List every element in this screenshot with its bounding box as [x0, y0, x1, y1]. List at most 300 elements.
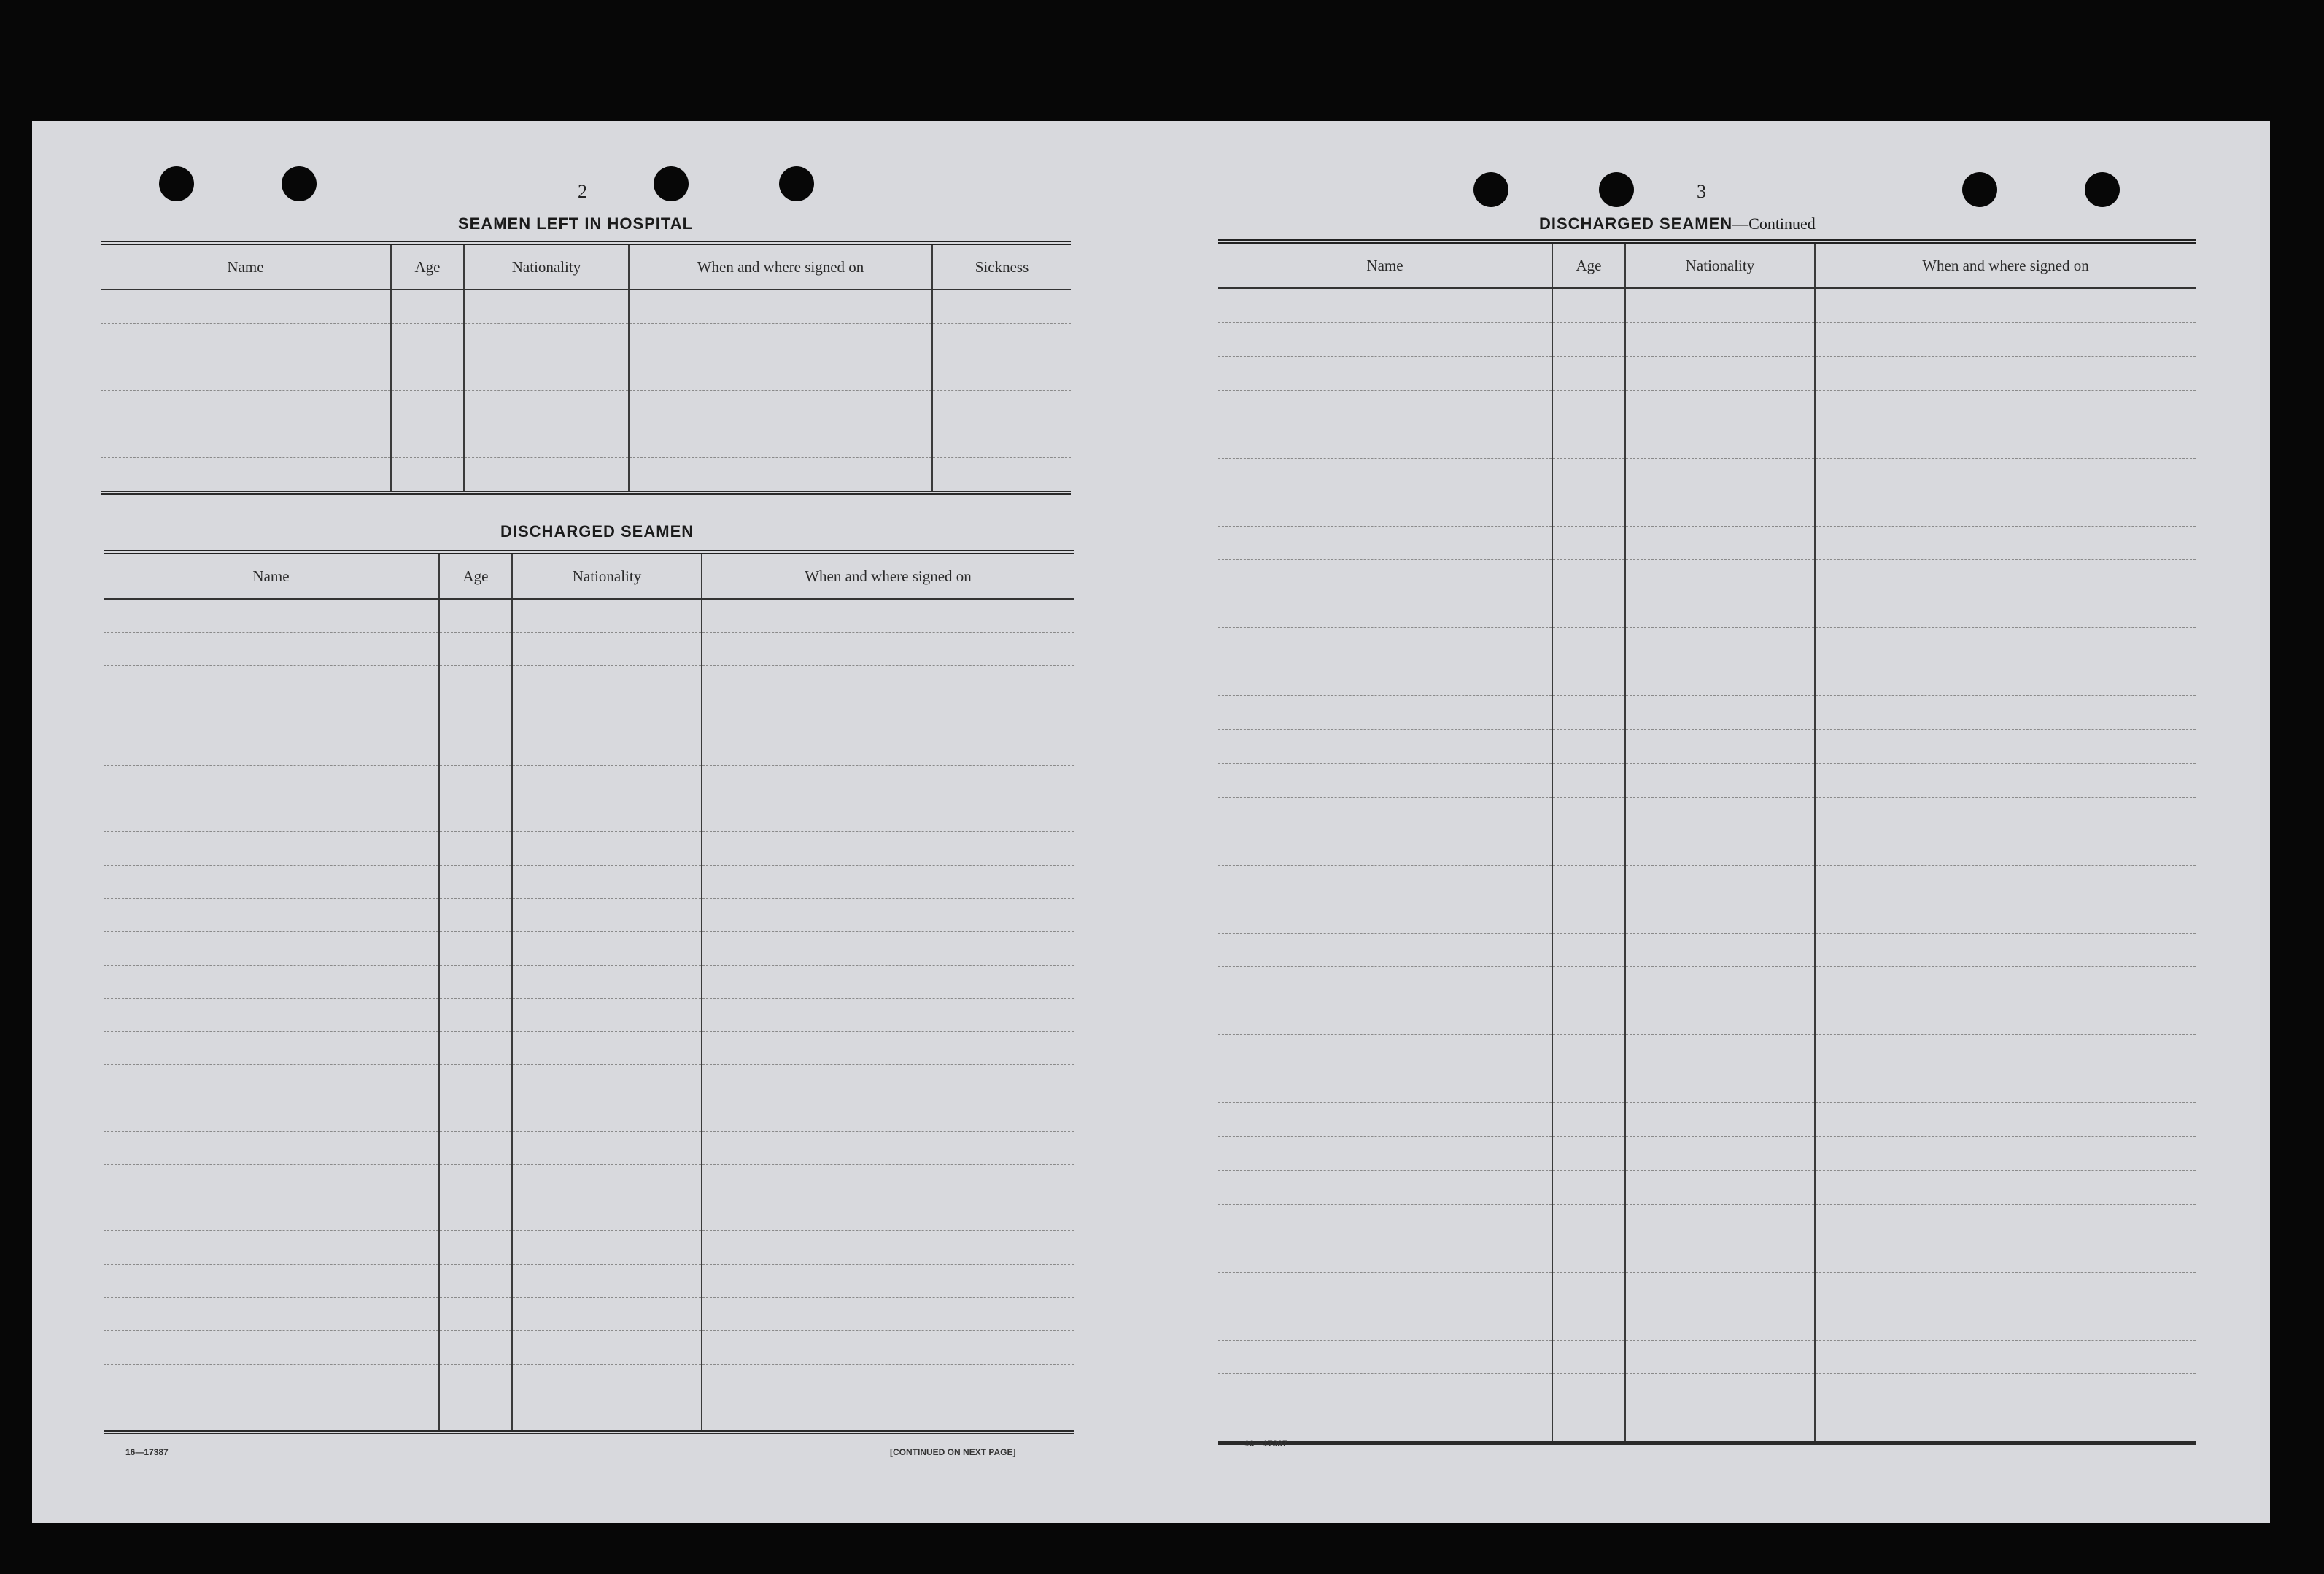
blank-cell	[1815, 1408, 2196, 1443]
blank-cell	[1552, 1001, 1625, 1035]
blank-cell	[104, 732, 439, 766]
blank-cell	[1552, 1204, 1625, 1238]
blank-cell	[702, 865, 1074, 899]
blank-cell	[512, 1264, 702, 1298]
column-header-name: Name	[104, 552, 439, 599]
column-header-sickness: Sickness	[932, 243, 1071, 290]
table-row	[1218, 1171, 2196, 1205]
blank-cell	[1218, 764, 1552, 798]
blank-cell	[1552, 628, 1625, 662]
blank-cell	[1625, 1103, 1815, 1137]
blank-cell	[512, 1165, 702, 1198]
blank-cell	[512, 1231, 702, 1265]
blank-cell	[512, 1298, 702, 1331]
punch-hole	[282, 166, 317, 201]
blank-cell	[1625, 1171, 1815, 1205]
blank-cell	[1552, 729, 1625, 764]
table-row	[1218, 560, 2196, 594]
blank-cell	[1815, 1340, 2196, 1374]
table-row	[1218, 288, 2196, 322]
blank-cell	[1815, 390, 2196, 424]
blank-cell	[1815, 628, 2196, 662]
page-number-left: 2	[578, 181, 587, 202]
table-row	[104, 732, 1074, 766]
blank-cell	[101, 357, 391, 391]
blank-cell	[702, 1165, 1074, 1198]
blank-cell	[104, 931, 439, 965]
blank-cell	[1815, 560, 2196, 594]
blank-cell	[1625, 1035, 1815, 1069]
blank-cell	[1218, 390, 1552, 424]
blank-cell	[512, 931, 702, 965]
blank-cell	[1552, 933, 1625, 967]
blank-cell	[104, 632, 439, 666]
blank-cell	[1218, 594, 1552, 628]
table-row	[101, 290, 1071, 324]
blank-cell	[1625, 594, 1815, 628]
table-row	[1218, 764, 2196, 798]
continued-title-suffix: —Continued	[1732, 214, 1816, 233]
blank-cell	[1625, 560, 1815, 594]
table-row	[104, 865, 1074, 899]
blank-cell	[464, 290, 629, 324]
blank-cell	[1815, 1103, 2196, 1137]
blank-cell	[1552, 696, 1625, 730]
blank-cell	[439, 1331, 512, 1365]
blank-cell	[464, 458, 629, 493]
blank-cell	[104, 666, 439, 699]
blank-cell	[932, 424, 1071, 458]
blank-cell	[1552, 1272, 1625, 1306]
blank-cell	[439, 999, 512, 1032]
table-header-row	[101, 243, 1071, 290]
blank-cell	[1218, 797, 1552, 831]
discharged-section-title: DISCHARGED SEAMEN	[500, 522, 694, 540]
blank-cell	[702, 799, 1074, 832]
discharged-table	[104, 550, 1074, 1434]
continued-title-text: DISCHARGED SEAMEN	[1539, 214, 1733, 233]
hospital-section-title: SEAMEN LEFT IN HOSPITAL	[458, 214, 694, 233]
table-row	[1218, 1306, 2196, 1341]
blank-cell	[932, 290, 1071, 324]
blank-cell	[1552, 1238, 1625, 1273]
table-row	[1218, 899, 2196, 934]
blank-cell	[702, 1364, 1074, 1397]
blank-cell	[1218, 1238, 1552, 1273]
blank-cell	[1218, 1374, 1552, 1408]
blank-cell	[1218, 865, 1552, 899]
blank-cell	[1625, 322, 1815, 357]
blank-cell	[1625, 1136, 1815, 1171]
blank-cell	[1625, 390, 1815, 424]
table-row	[1218, 1069, 2196, 1103]
blank-cell	[1625, 1204, 1815, 1238]
table-row	[1218, 1408, 2196, 1443]
blank-cell	[702, 1198, 1074, 1231]
blank-cell	[1625, 424, 1815, 459]
blank-cell	[1552, 424, 1625, 459]
blank-cell	[439, 1098, 512, 1131]
blank-cell	[702, 1131, 1074, 1165]
blank-cell	[1218, 831, 1552, 866]
blank-cell	[1552, 967, 1625, 1001]
blank-cell	[439, 1198, 512, 1231]
punch-hole	[1962, 172, 1997, 207]
table-row	[1218, 831, 2196, 866]
blank-cell	[104, 1098, 439, 1131]
blank-cell	[1552, 322, 1625, 357]
table-row	[1218, 594, 2196, 628]
blank-cell	[439, 1231, 512, 1265]
blank-cell	[391, 391, 464, 424]
blank-cell	[1625, 1069, 1815, 1103]
blank-cell	[1552, 594, 1625, 628]
table-row	[101, 324, 1071, 357]
hospital-table	[101, 241, 1071, 495]
blank-cell	[1218, 1001, 1552, 1035]
table-row	[1218, 526, 2196, 560]
blank-cell	[104, 1231, 439, 1265]
blank-cell	[1625, 1306, 1815, 1341]
blank-cell	[512, 865, 702, 899]
table-row	[104, 632, 1074, 666]
blank-cell	[512, 666, 702, 699]
blank-cell	[1815, 1136, 2196, 1171]
blank-cell	[1625, 526, 1815, 560]
blank-cell	[702, 1264, 1074, 1298]
blank-cell	[1815, 1374, 2196, 1408]
table-row	[1218, 1374, 2196, 1408]
blank-cell	[1552, 1374, 1625, 1408]
table-row	[104, 999, 1074, 1032]
blank-cell	[101, 424, 391, 458]
column-header-nationality: Nationality	[1625, 241, 1815, 288]
blank-cell	[702, 599, 1074, 632]
blank-cell	[439, 1165, 512, 1198]
blank-cell	[1552, 1171, 1625, 1205]
blank-cell	[101, 324, 391, 357]
table-row	[1218, 390, 2196, 424]
blank-cell	[702, 1098, 1074, 1131]
blank-cell	[439, 799, 512, 832]
blank-cell	[439, 666, 512, 699]
blank-cell	[629, 324, 932, 357]
blank-cell	[512, 1031, 702, 1065]
blank-cell	[1625, 1001, 1815, 1035]
column-header-age: Age	[391, 243, 464, 290]
blank-cell	[104, 1331, 439, 1365]
blank-cell	[702, 832, 1074, 866]
blank-cell	[1552, 526, 1625, 560]
blank-cell	[464, 424, 629, 458]
table-row	[1218, 1001, 2196, 1035]
table-row	[104, 931, 1074, 965]
blank-cell	[1625, 628, 1815, 662]
blank-cell	[1815, 492, 2196, 527]
blank-cell	[1625, 797, 1815, 831]
blank-cell	[439, 965, 512, 999]
blank-cell	[1815, 357, 2196, 391]
blank-cell	[1218, 1204, 1552, 1238]
table-row	[104, 1364, 1074, 1397]
form-number-right: 16—17387	[1244, 1438, 1287, 1449]
blank-cell	[512, 1364, 702, 1397]
blank-cell	[512, 1065, 702, 1098]
table-row	[1218, 1103, 2196, 1137]
page-number-right: 3	[1697, 181, 1706, 202]
blank-cell	[1815, 1306, 2196, 1341]
column-header-age: Age	[439, 552, 512, 599]
blank-cell	[702, 999, 1074, 1032]
blank-cell	[1625, 865, 1815, 899]
table-row	[1218, 1204, 2196, 1238]
blank-cell	[702, 1065, 1074, 1098]
blank-cell	[104, 832, 439, 866]
blank-cell	[1815, 1001, 2196, 1035]
blank-cell	[1815, 1035, 2196, 1069]
blank-cell	[1815, 729, 2196, 764]
blank-cell	[391, 424, 464, 458]
table-row	[1218, 797, 2196, 831]
blank-cell	[702, 965, 1074, 999]
blank-cell	[1815, 865, 2196, 899]
table-row	[1218, 1272, 2196, 1306]
blank-cell	[1218, 1272, 1552, 1306]
blank-cell	[1625, 764, 1815, 798]
blank-cell	[512, 1397, 702, 1433]
punch-hole	[779, 166, 814, 201]
blank-cell	[1815, 1204, 2196, 1238]
blank-cell	[1218, 628, 1552, 662]
blank-cell	[439, 732, 512, 766]
punch-hole	[159, 166, 194, 201]
table-row	[1218, 322, 2196, 357]
blank-cell	[1552, 492, 1625, 527]
blank-cell	[1218, 424, 1552, 459]
blank-cell	[104, 799, 439, 832]
blank-cell	[391, 290, 464, 324]
column-header-name: Name	[1218, 241, 1552, 288]
blank-cell	[101, 458, 391, 493]
blank-cell	[104, 1198, 439, 1231]
blank-cell	[101, 391, 391, 424]
table-row	[104, 1298, 1074, 1331]
blank-cell	[439, 1298, 512, 1331]
blank-cell	[1625, 662, 1815, 696]
blank-cell	[464, 357, 629, 391]
blank-cell	[1552, 1069, 1625, 1103]
blank-cell	[1625, 492, 1815, 527]
blank-cell	[512, 732, 702, 766]
table-row	[104, 1231, 1074, 1265]
continued-section-title	[1539, 214, 1816, 233]
blank-cell	[512, 1131, 702, 1165]
blank-cell	[1552, 662, 1625, 696]
blank-cell	[702, 1298, 1074, 1331]
blank-cell	[1815, 764, 2196, 798]
blank-cell	[1625, 729, 1815, 764]
blank-cell	[1625, 1340, 1815, 1374]
blank-cell	[1552, 899, 1625, 934]
blank-cell	[512, 999, 702, 1032]
blank-cell	[1218, 526, 1552, 560]
blank-cell	[1218, 967, 1552, 1001]
blank-cell	[104, 1364, 439, 1397]
blank-cell	[391, 458, 464, 493]
blank-cell	[512, 799, 702, 832]
blank-cell	[512, 765, 702, 799]
blank-cell	[1218, 357, 1552, 391]
blank-cell	[101, 290, 391, 324]
blank-cell	[1552, 1340, 1625, 1374]
table-row	[104, 899, 1074, 932]
table-row	[1218, 1136, 2196, 1171]
table-row	[104, 1131, 1074, 1165]
blank-cell	[1218, 1035, 1552, 1069]
blank-cell	[702, 632, 1074, 666]
blank-cell	[1815, 1171, 2196, 1205]
blank-cell	[439, 699, 512, 732]
continued-discharged-table	[1218, 239, 2196, 1445]
table-row	[104, 1264, 1074, 1298]
table-row	[1218, 729, 2196, 764]
table-row	[1218, 458, 2196, 492]
blank-cell	[1625, 899, 1815, 934]
blank-cell	[702, 1031, 1074, 1065]
punch-hole	[654, 166, 689, 201]
blank-cell	[104, 865, 439, 899]
table-row	[1218, 424, 2196, 459]
blank-cell	[629, 357, 932, 391]
blank-cell	[512, 1331, 702, 1365]
blank-cell	[439, 899, 512, 932]
blank-cell	[1552, 1136, 1625, 1171]
table-row	[1218, 933, 2196, 967]
blank-cell	[1815, 526, 2196, 560]
table-row	[104, 1065, 1074, 1098]
blank-cell	[439, 1264, 512, 1298]
blank-cell	[1815, 797, 2196, 831]
blank-cell	[702, 931, 1074, 965]
blank-cell	[1218, 560, 1552, 594]
blank-cell	[104, 999, 439, 1032]
blank-cell	[1815, 594, 2196, 628]
table-row	[1218, 628, 2196, 662]
column-header-when-and-where-signed-on: When and where signed on	[629, 243, 932, 290]
blank-cell	[1815, 662, 2196, 696]
table-row	[1218, 357, 2196, 391]
table-row	[104, 1165, 1074, 1198]
blank-cell	[104, 1264, 439, 1298]
blank-cell	[1552, 1035, 1625, 1069]
punch-hole	[2085, 172, 2120, 207]
blank-cell	[1552, 560, 1625, 594]
blank-cell	[104, 1131, 439, 1165]
punch-hole	[1473, 172, 1508, 207]
blank-cell	[104, 899, 439, 932]
blank-cell	[512, 632, 702, 666]
blank-cell	[439, 832, 512, 866]
blank-cell	[1625, 288, 1815, 322]
table-row	[1218, 662, 2196, 696]
blank-cell	[932, 357, 1071, 391]
blank-cell	[104, 1397, 439, 1433]
blank-cell	[1218, 899, 1552, 934]
blank-cell	[104, 1031, 439, 1065]
column-header-nationality: Nationality	[512, 552, 702, 599]
table-row	[101, 424, 1071, 458]
blank-cell	[1625, 696, 1815, 730]
blank-cell	[702, 666, 1074, 699]
table-row	[104, 799, 1074, 832]
table-header-row	[104, 552, 1074, 599]
blank-cell	[1552, 764, 1625, 798]
blank-cell	[1815, 458, 2196, 492]
blank-cell	[104, 1065, 439, 1098]
blank-cell	[391, 357, 464, 391]
blank-cell	[1218, 933, 1552, 967]
table-row	[104, 832, 1074, 866]
blank-cell	[1815, 899, 2196, 934]
blank-cell	[1625, 1408, 1815, 1443]
blank-cell	[1625, 831, 1815, 866]
column-header-age: Age	[1552, 241, 1625, 288]
table-row	[101, 391, 1071, 424]
blank-cell	[1815, 1069, 2196, 1103]
blank-cell	[104, 1298, 439, 1331]
blank-cell	[512, 599, 702, 632]
blank-cell	[439, 765, 512, 799]
blank-cell	[512, 699, 702, 732]
blank-cell	[1218, 1136, 1552, 1171]
form-paper	[32, 121, 2270, 1523]
blank-cell	[1218, 662, 1552, 696]
blank-cell	[1625, 1374, 1815, 1408]
blank-cell	[1218, 1171, 1552, 1205]
blank-cell	[1218, 288, 1552, 322]
continued-note: [CONTINUED ON NEXT PAGE]	[890, 1447, 1016, 1457]
blank-cell	[1552, 1103, 1625, 1137]
blank-cell	[1625, 1272, 1815, 1306]
blank-cell	[512, 1098, 702, 1131]
column-header-name: Name	[101, 243, 391, 290]
blank-cell	[1552, 1408, 1625, 1443]
blank-cell	[464, 324, 629, 357]
blank-cell	[104, 599, 439, 632]
blank-cell	[932, 458, 1071, 493]
blank-cell	[702, 699, 1074, 732]
blank-cell	[1815, 424, 2196, 459]
blank-cell	[702, 899, 1074, 932]
blank-cell	[512, 965, 702, 999]
blank-cell	[1552, 458, 1625, 492]
table-row	[1218, 865, 2196, 899]
table-row	[1218, 1340, 2196, 1374]
blank-cell	[1815, 933, 2196, 967]
blank-cell	[1815, 696, 2196, 730]
blank-cell	[1815, 322, 2196, 357]
blank-cell	[439, 1131, 512, 1165]
column-header-when-and-where-signed-on: When and where signed on	[1815, 241, 2196, 288]
blank-cell	[1815, 288, 2196, 322]
blank-cell	[439, 1031, 512, 1065]
table-row	[1218, 492, 2196, 527]
blank-cell	[512, 832, 702, 866]
blank-cell	[702, 1397, 1074, 1433]
blank-cell	[104, 965, 439, 999]
blank-cell	[1815, 967, 2196, 1001]
blank-cell	[1552, 1306, 1625, 1341]
